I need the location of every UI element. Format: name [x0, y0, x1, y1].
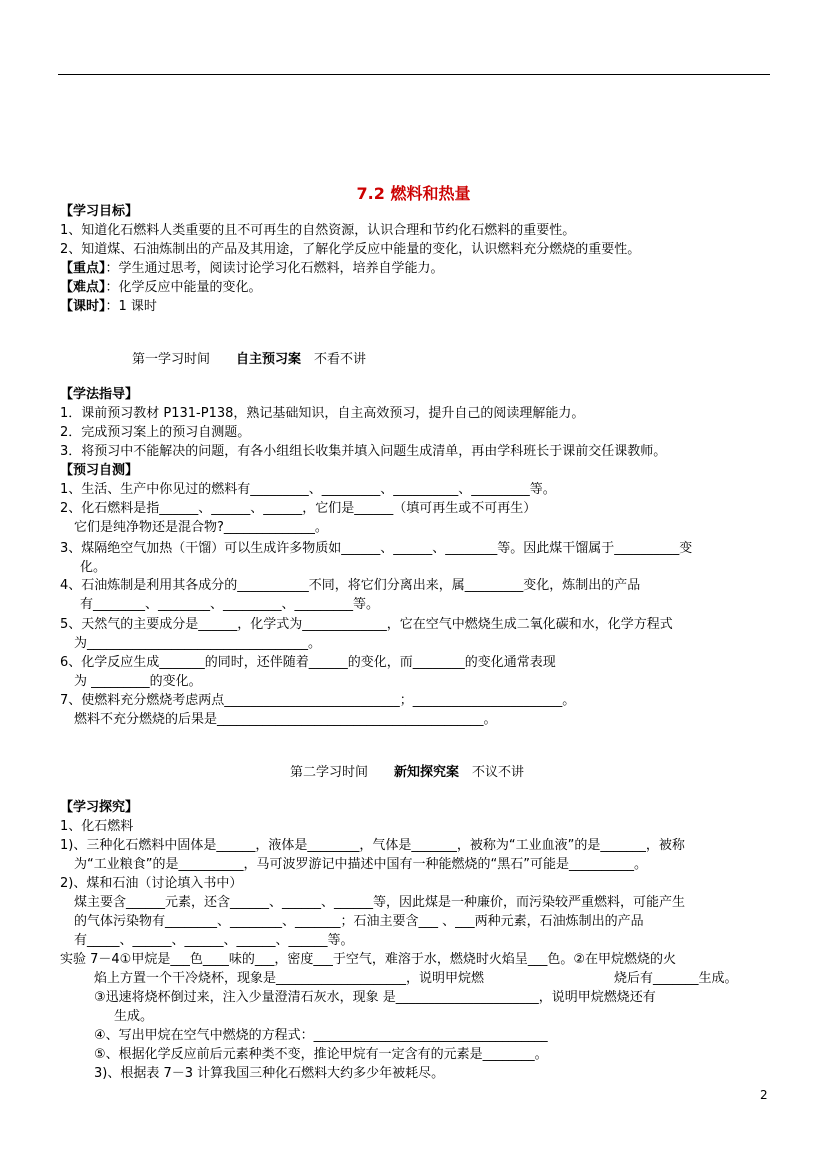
text-line [60, 241, 640, 259]
text-line [60, 500, 536, 518]
text-line [60, 654, 556, 672]
text-line [60, 424, 250, 442]
bold-label: 【预习自测】 [60, 463, 139, 478]
text-line [60, 222, 575, 240]
text-line [74, 913, 644, 931]
line-text: 化。 [80, 560, 107, 575]
text-line [60, 481, 556, 499]
text-line [74, 711, 497, 729]
bold-label: 【课时】 [60, 299, 106, 314]
text-line [74, 932, 354, 950]
text-line [60, 837, 685, 855]
text-line [94, 1065, 444, 1083]
line-text: 不看不讲 [301, 352, 367, 367]
line-text: 2．完成预习案上的预习自测题。 [60, 425, 251, 440]
text-line [60, 203, 138, 221]
text-line [74, 673, 202, 691]
line-text: 6、化学反应生成_______的同时，还伴随着______的变化，而________的变化通常表现 [60, 655, 556, 670]
line-text: 4、石油炼制是利用其各成分的___________不同，将它们分离出来，属_________变化，炼制出的产品 [60, 578, 641, 593]
text-line [94, 1046, 548, 1064]
text-line [74, 856, 647, 874]
line-text: ③迅速将烧杯倒过来，注入少量澄清石灰水，现象 是______________________，说明甲烷燃烧还有 [94, 990, 656, 1005]
line-text: ：学生通过思考，阅读讨论学习化石燃料，培养自学能力。 [105, 261, 444, 276]
text-line [114, 1008, 153, 1026]
text-line [60, 540, 692, 558]
line-text: 1、生活、生产中你见过的燃料有_________、_________、__________、_________等。 [60, 482, 556, 497]
text-line [60, 298, 157, 316]
line-text: 它们是纯净物还是混合物?______________。 [74, 520, 328, 535]
line-text: 不议不讲 [459, 765, 525, 780]
line-text: 第一学习时间 [132, 352, 237, 367]
line-text: 3、煤隔绝空气加热（干馏）可以生成许多物质如______、______、________等。因此煤干馏属于__________变 [60, 541, 693, 556]
line-text: 2、知道煤、石油炼制出的产品及其用途，了解化学反应中能量的变化，认识燃料充分燃烧的重要性。 [60, 242, 641, 257]
text-line [60, 616, 673, 634]
text-line [60, 692, 575, 710]
line-text: 3．将预习中不能解决的问题，有各小组组长收集并填入问题生成清单，再由学科班长于课前交任课教师。 [60, 444, 667, 459]
line-text: ：化学反应中能量的变化。 [105, 280, 262, 295]
line-text: 生成。 [114, 1009, 154, 1024]
text-line [94, 989, 656, 1007]
line-text: 1、化石燃料 [60, 819, 134, 834]
line-text: 有_____、______、______、______、______等。 [74, 933, 354, 948]
line-text: 3)、根据表 7－3 计算我国三种化石燃料大约多少年被耗尽。 [94, 1066, 445, 1081]
line-text: 第二学习时间 [290, 765, 395, 780]
text-line [74, 894, 685, 912]
page-title: 7.2 燃料和热量 [356, 184, 471, 203]
text-line [94, 970, 738, 988]
text-line [74, 635, 321, 653]
page-number: 2 [760, 1088, 768, 1102]
text-line [60, 577, 640, 595]
text-line [60, 443, 666, 461]
line-text: ：1 课时 [105, 299, 157, 314]
line-text: 煤主要含______元素，还含______、______、______等，因此煤是一种廉价，而污染较严重燃料，可能产生 [74, 895, 686, 910]
text-line [80, 559, 106, 577]
line-text: 有________、________、_________、_________等。 [80, 597, 380, 612]
line-text: 2、化石燃料是指______、______、______，它们是______（填可再生或不可再生） [60, 501, 537, 516]
bold-label: 【学法指导】 [60, 387, 139, 402]
text-line [60, 818, 133, 836]
text-line [60, 405, 584, 423]
bold-label: 【学习目标】 [60, 204, 139, 219]
bold-label: 【重点】 [60, 261, 106, 276]
text-line [290, 764, 524, 782]
line-text: 1)、三种化石燃料中固体是______，液体是________，气体是_______，被称为“工业血液”的是_______，被称 [60, 838, 685, 853]
line-text: 1．课前预习教材 P131-P138，熟记基础知识，自主高效预习，提升自己的阅读理解能力。 [60, 406, 585, 421]
text-line [74, 519, 328, 537]
bold-label: 自主预习案 [236, 352, 302, 367]
text-line [60, 260, 444, 278]
header-rule [58, 74, 770, 75]
text-line [60, 279, 262, 297]
line-text: 1、知道化石燃料人类重要的且不可再生的自然资源，认识合理和节约化石燃料的重要性。 [60, 223, 576, 238]
line-text: 的气体污染物有________、________、_______；石油主要含___ 、___两种元素，石油炼制出的产品 [74, 914, 644, 929]
text-line [60, 386, 138, 404]
line-text: 2)、煤和石油（讨论填入书中） [60, 876, 243, 891]
text-line [60, 799, 138, 817]
text-line [60, 462, 138, 480]
line-text: 实验 7－4①甲烷是___色____味的___，密度___于空气，难溶于水，燃烧时火焰呈___色。②在甲烷燃烧的火 [60, 952, 676, 967]
line-text: 7、使燃料充分燃烧考虑两点___________________________；_______________________。 [60, 693, 576, 708]
text-line [94, 1027, 548, 1045]
line-text: ⑤、根据化学反应前后元素种类不变，推论甲烷有一定含有的元素是________。 [94, 1047, 548, 1062]
bold-label: 【学习探究】 [60, 800, 139, 815]
line-text: 5、天然气的主要成分是______，化学式为_____________，它在空气中燃烧生成二氧化碳和水，化学方程式 [60, 617, 673, 632]
line-text: 为__________________________________。 [74, 636, 322, 651]
text-line [60, 875, 242, 893]
bold-label: 【难点】 [60, 280, 106, 295]
line-text: 为 _________的变化。 [74, 674, 202, 689]
text-line [60, 951, 676, 969]
bold-label: 新知探究案 [394, 765, 460, 780]
text-line [80, 596, 379, 614]
line-text: 燃料不充分燃烧的后果是_________________________________________。 [74, 712, 497, 727]
line-text: ④、写出甲烷在空气中燃烧的方程式：____________________________________ [94, 1028, 548, 1043]
line-text: 焰上方置一个干冷烧杯，现象是____________________，说明甲烷燃 烧后有_______生成。 [94, 971, 738, 986]
line-text: 为“工业粮食”的是__________，马可波罗游记中描述中国有一种能燃烧的“黑石”可能是__________。 [74, 857, 647, 872]
text-line [132, 351, 366, 369]
